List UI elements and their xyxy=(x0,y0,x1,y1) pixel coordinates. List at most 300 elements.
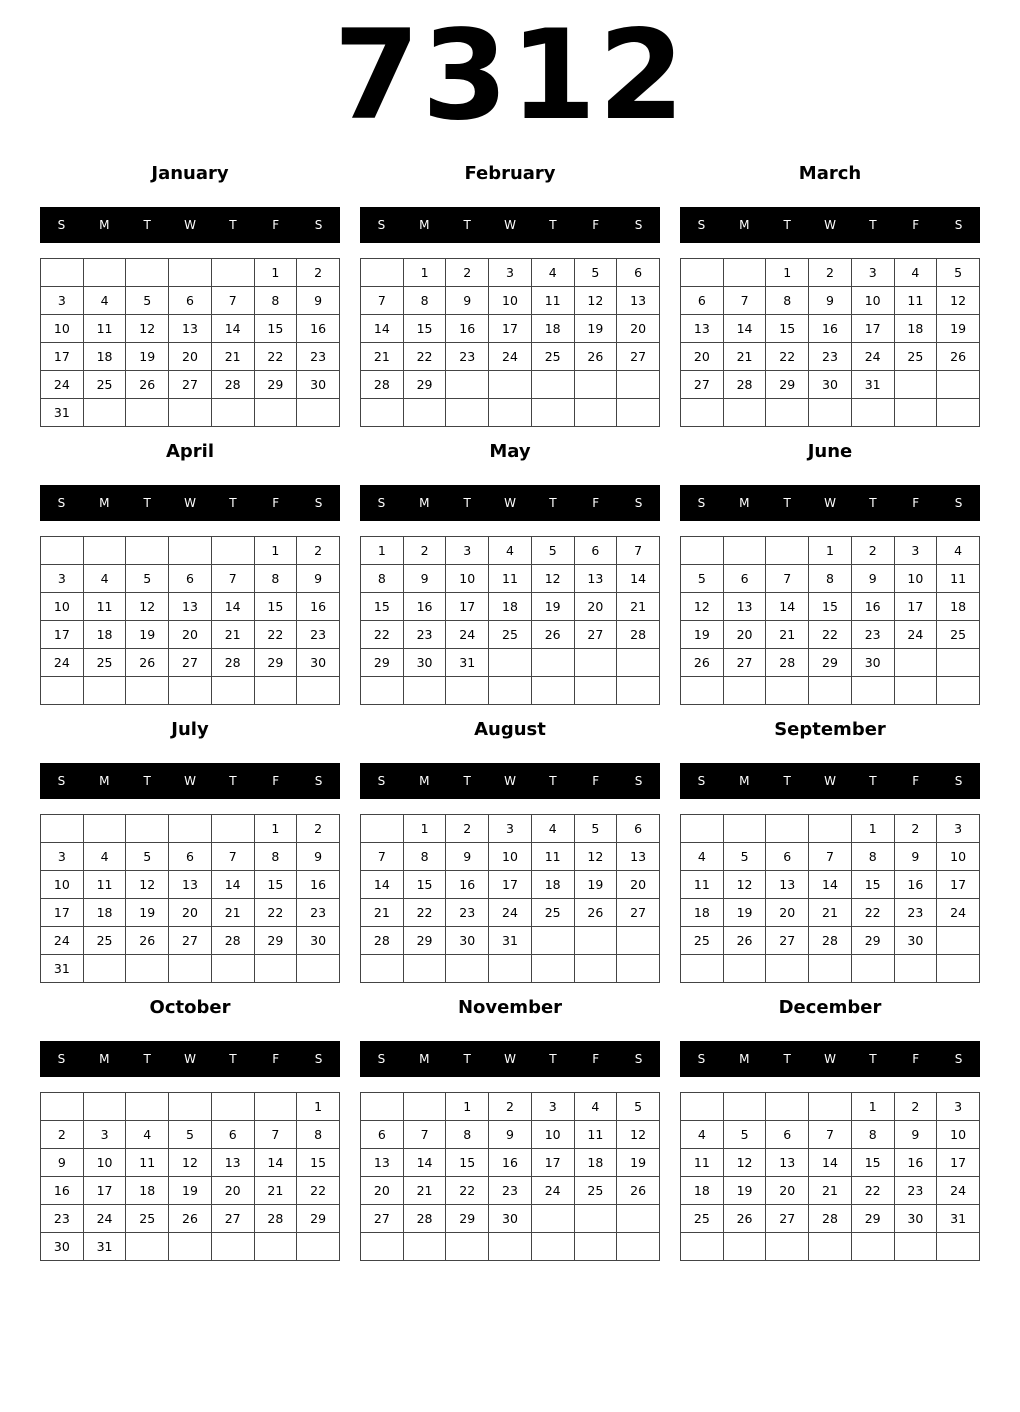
week-row xyxy=(361,1233,660,1261)
day-cell: 14 xyxy=(211,593,254,621)
day-cell: 29 xyxy=(851,1205,894,1233)
day-cell: 28 xyxy=(617,621,660,649)
day-cell: 14 xyxy=(617,565,660,593)
day-cell xyxy=(489,1233,532,1261)
week-row xyxy=(41,815,340,843)
weekday-label: W xyxy=(504,774,516,788)
weekday-label: T xyxy=(463,218,471,232)
day-cell: 1 xyxy=(361,537,404,565)
day-cell: 31 xyxy=(489,927,532,955)
weekday-label: T xyxy=(463,774,471,788)
day-cell xyxy=(446,399,489,427)
day-cell: 19 xyxy=(617,1149,660,1177)
day-cell: 10 xyxy=(41,593,84,621)
day-cell: 18 xyxy=(894,315,937,343)
day-cell xyxy=(211,955,254,983)
day-cell: 27 xyxy=(361,1205,404,1233)
day-cell: 24 xyxy=(41,927,84,955)
day-cell xyxy=(531,1233,574,1261)
week-row xyxy=(361,399,660,427)
day-cell: 10 xyxy=(489,287,532,315)
day-cell xyxy=(361,399,404,427)
weekday-label: S xyxy=(954,496,963,510)
day-cell: 28 xyxy=(361,927,404,955)
day-cell: 8 xyxy=(361,565,404,593)
day-cell: 29 xyxy=(254,927,297,955)
week-row xyxy=(681,677,980,705)
day-cell: 9 xyxy=(489,1121,532,1149)
weekday-label: T xyxy=(549,218,557,232)
day-cell: 26 xyxy=(617,1177,660,1205)
weekday-label: T xyxy=(869,774,877,788)
day-cell: 20 xyxy=(617,315,660,343)
weekday-label: S xyxy=(314,774,323,788)
day-cell: 13 xyxy=(723,593,766,621)
day-cell xyxy=(617,399,660,427)
day-cell: 15 xyxy=(851,1149,894,1177)
day-cell: 18 xyxy=(531,871,574,899)
day-cell: 30 xyxy=(297,371,340,399)
day-cell: 24 xyxy=(489,343,532,371)
weekday-header xyxy=(680,1041,980,1077)
day-cell: 27 xyxy=(574,621,617,649)
day-cell: 30 xyxy=(894,927,937,955)
day-cell: 23 xyxy=(894,899,937,927)
day-cell: 14 xyxy=(766,593,809,621)
weekday-label: F xyxy=(272,1052,280,1066)
day-cell: 31 xyxy=(446,649,489,677)
day-cell: 17 xyxy=(937,1149,980,1177)
day-cell: 6 xyxy=(766,843,809,871)
day-cell: 31 xyxy=(41,399,84,427)
day-cell: 28 xyxy=(254,1205,297,1233)
day-cell: 26 xyxy=(574,899,617,927)
day-cell: 2 xyxy=(809,259,852,287)
weekday-label: M xyxy=(739,218,750,232)
week-row xyxy=(361,537,660,565)
week-row xyxy=(41,399,340,427)
day-cell: 9 xyxy=(297,287,340,315)
day-cell xyxy=(617,677,660,705)
weekday-label: S xyxy=(634,1052,643,1066)
day-cell: 24 xyxy=(83,1205,126,1233)
week-row xyxy=(361,649,660,677)
weekday-label: S xyxy=(954,1052,963,1066)
day-cell: 25 xyxy=(574,1177,617,1205)
week-row xyxy=(681,537,980,565)
weekday-label: M xyxy=(419,218,430,232)
day-cell xyxy=(254,1233,297,1261)
day-cell xyxy=(361,259,404,287)
day-cell: 16 xyxy=(297,593,340,621)
day-cell xyxy=(83,677,126,705)
week-row xyxy=(681,287,980,315)
day-cell: 30 xyxy=(403,649,446,677)
weekday-label: S xyxy=(314,496,323,510)
day-cell xyxy=(83,399,126,427)
day-cell xyxy=(937,649,980,677)
day-cell: 4 xyxy=(83,287,126,315)
day-cell: 29 xyxy=(254,371,297,399)
weekday-label: S xyxy=(377,1052,386,1066)
day-cell xyxy=(851,955,894,983)
weekday-label: F xyxy=(272,774,280,788)
day-cell: 4 xyxy=(83,843,126,871)
day-cell xyxy=(531,677,574,705)
day-cell xyxy=(617,1233,660,1261)
day-cell: 22 xyxy=(851,899,894,927)
weekday-label: S xyxy=(377,218,386,232)
day-cell: 5 xyxy=(126,843,169,871)
day-cell: 30 xyxy=(489,1205,532,1233)
weekday-label: S xyxy=(314,218,323,232)
day-cell: 3 xyxy=(937,815,980,843)
day-cell: 9 xyxy=(894,1121,937,1149)
week-row xyxy=(41,1177,340,1205)
day-cell xyxy=(41,537,84,565)
weekday-label: S xyxy=(954,218,963,232)
day-cell: 8 xyxy=(766,287,809,315)
day-cell: 15 xyxy=(766,315,809,343)
day-cell: 25 xyxy=(681,927,724,955)
day-cell: 26 xyxy=(169,1205,212,1233)
day-cell: 7 xyxy=(809,843,852,871)
day-cell: 4 xyxy=(574,1093,617,1121)
day-cell xyxy=(937,1233,980,1261)
day-cell: 8 xyxy=(297,1121,340,1149)
week-row xyxy=(681,1093,980,1121)
day-cell: 16 xyxy=(894,1149,937,1177)
weekday-label: T xyxy=(143,1052,151,1066)
day-cell xyxy=(617,649,660,677)
day-cell: 5 xyxy=(937,259,980,287)
day-cell: 29 xyxy=(254,649,297,677)
day-cell: 9 xyxy=(446,843,489,871)
week-row xyxy=(681,1149,980,1177)
day-cell: 18 xyxy=(681,1177,724,1205)
day-cell: 13 xyxy=(169,871,212,899)
day-cell: 5 xyxy=(126,287,169,315)
day-cell xyxy=(574,649,617,677)
month-name: December xyxy=(778,997,882,1018)
day-cell: 17 xyxy=(446,593,489,621)
day-cell xyxy=(254,399,297,427)
day-cell: 8 xyxy=(446,1121,489,1149)
day-cell xyxy=(403,399,446,427)
day-cell: 23 xyxy=(297,899,340,927)
day-cell: 30 xyxy=(297,649,340,677)
week-row xyxy=(41,593,340,621)
day-cell xyxy=(361,677,404,705)
day-cell: 20 xyxy=(211,1177,254,1205)
day-cell xyxy=(83,537,126,565)
day-cell: 6 xyxy=(617,815,660,843)
month-name: August xyxy=(474,719,546,740)
weekday-label: M xyxy=(99,1052,110,1066)
day-cell: 26 xyxy=(723,1205,766,1233)
day-cell xyxy=(211,677,254,705)
day-cell xyxy=(809,677,852,705)
day-cell: 19 xyxy=(723,1177,766,1205)
day-cell xyxy=(531,371,574,399)
day-cell: 10 xyxy=(489,843,532,871)
day-cell xyxy=(681,537,724,565)
day-cell: 18 xyxy=(83,343,126,371)
day-cell: 2 xyxy=(297,815,340,843)
day-cell: 13 xyxy=(574,565,617,593)
weekday-header xyxy=(40,485,340,521)
day-cell: 25 xyxy=(489,621,532,649)
day-cell xyxy=(809,1233,852,1261)
day-cell: 17 xyxy=(489,315,532,343)
day-cell xyxy=(83,1093,126,1121)
day-cell: 15 xyxy=(403,871,446,899)
day-cell: 24 xyxy=(851,343,894,371)
week-row xyxy=(41,871,340,899)
week-row xyxy=(681,565,980,593)
day-cell: 14 xyxy=(211,315,254,343)
day-cell: 21 xyxy=(361,899,404,927)
day-cell: 9 xyxy=(809,287,852,315)
day-cell: 28 xyxy=(361,371,404,399)
day-cell: 7 xyxy=(254,1121,297,1149)
day-cell: 23 xyxy=(297,343,340,371)
week-row xyxy=(681,343,980,371)
day-cell: 6 xyxy=(169,565,212,593)
day-cell: 3 xyxy=(489,815,532,843)
day-cell: 16 xyxy=(297,315,340,343)
day-cell: 7 xyxy=(617,537,660,565)
day-cell: 29 xyxy=(809,649,852,677)
day-cell xyxy=(531,399,574,427)
week-row xyxy=(361,259,660,287)
day-cell: 29 xyxy=(766,371,809,399)
day-cell: 24 xyxy=(489,899,532,927)
day-cell: 23 xyxy=(41,1205,84,1233)
day-cell: 17 xyxy=(41,899,84,927)
day-cell xyxy=(617,927,660,955)
weekday-label: T xyxy=(463,496,471,510)
day-cell: 28 xyxy=(211,927,254,955)
day-cell: 10 xyxy=(531,1121,574,1149)
weekday-label: S xyxy=(697,496,706,510)
day-cell xyxy=(681,399,724,427)
day-cell: 9 xyxy=(446,287,489,315)
day-cell xyxy=(531,955,574,983)
day-cell: 19 xyxy=(169,1177,212,1205)
day-cell xyxy=(211,1233,254,1261)
day-cell xyxy=(681,815,724,843)
weekday-label: T xyxy=(869,1052,877,1066)
day-cell: 4 xyxy=(894,259,937,287)
day-cell: 1 xyxy=(297,1093,340,1121)
week-row xyxy=(361,343,660,371)
week-row xyxy=(361,593,660,621)
day-cell: 3 xyxy=(41,565,84,593)
day-cell xyxy=(41,677,84,705)
day-cell: 16 xyxy=(894,871,937,899)
day-cell xyxy=(211,537,254,565)
day-cell: 20 xyxy=(723,621,766,649)
week-row xyxy=(41,649,340,677)
day-cell: 7 xyxy=(211,843,254,871)
day-cell: 6 xyxy=(211,1121,254,1149)
day-cell: 12 xyxy=(681,593,724,621)
day-cell xyxy=(211,815,254,843)
day-cell: 21 xyxy=(723,343,766,371)
day-cell xyxy=(766,815,809,843)
day-cell: 6 xyxy=(681,287,724,315)
day-cell xyxy=(574,677,617,705)
day-cell xyxy=(297,1233,340,1261)
day-cell: 11 xyxy=(894,287,937,315)
day-cell: 10 xyxy=(446,565,489,593)
day-cell: 19 xyxy=(126,899,169,927)
day-cell: 6 xyxy=(766,1121,809,1149)
day-grid xyxy=(360,536,660,705)
day-cell: 3 xyxy=(937,1093,980,1121)
day-cell xyxy=(41,1093,84,1121)
day-cell: 22 xyxy=(766,343,809,371)
week-row xyxy=(41,1233,340,1261)
day-cell: 4 xyxy=(126,1121,169,1149)
day-cell: 2 xyxy=(446,259,489,287)
day-cell xyxy=(766,537,809,565)
day-cell: 19 xyxy=(574,315,617,343)
day-cell: 12 xyxy=(126,315,169,343)
day-cell xyxy=(574,399,617,427)
day-cell: 12 xyxy=(531,565,574,593)
day-cell xyxy=(681,259,724,287)
day-cell: 22 xyxy=(851,1177,894,1205)
day-cell: 12 xyxy=(937,287,980,315)
weekday-label: T xyxy=(143,774,151,788)
week-row xyxy=(361,287,660,315)
day-cell: 1 xyxy=(851,1093,894,1121)
day-cell xyxy=(211,399,254,427)
day-cell: 23 xyxy=(851,621,894,649)
day-cell: 31 xyxy=(83,1233,126,1261)
day-cell: 15 xyxy=(254,315,297,343)
day-cell xyxy=(126,955,169,983)
day-cell: 18 xyxy=(681,899,724,927)
day-cell: 23 xyxy=(446,899,489,927)
day-cell xyxy=(361,1093,404,1121)
day-cell xyxy=(681,1093,724,1121)
day-cell: 22 xyxy=(254,343,297,371)
day-cell: 24 xyxy=(41,371,84,399)
day-cell: 13 xyxy=(617,843,660,871)
day-cell: 11 xyxy=(126,1149,169,1177)
day-cell xyxy=(297,677,340,705)
day-cell: 28 xyxy=(766,649,809,677)
day-cell xyxy=(403,677,446,705)
day-cell: 11 xyxy=(681,871,724,899)
week-row xyxy=(681,927,980,955)
weekday-label: W xyxy=(824,774,836,788)
day-cell xyxy=(937,955,980,983)
day-cell xyxy=(766,677,809,705)
weekday-label: T xyxy=(549,496,557,510)
day-cell: 4 xyxy=(681,1121,724,1149)
day-cell: 9 xyxy=(403,565,446,593)
day-cell xyxy=(681,955,724,983)
day-cell: 21 xyxy=(361,343,404,371)
day-cell: 6 xyxy=(723,565,766,593)
day-cell xyxy=(894,399,937,427)
day-cell: 20 xyxy=(574,593,617,621)
day-cell xyxy=(937,399,980,427)
day-cell: 25 xyxy=(531,343,574,371)
day-cell xyxy=(41,259,84,287)
week-row xyxy=(681,815,980,843)
day-cell: 13 xyxy=(766,871,809,899)
week-row xyxy=(361,899,660,927)
day-cell: 4 xyxy=(531,815,574,843)
day-cell: 16 xyxy=(446,315,489,343)
week-row xyxy=(681,315,980,343)
day-cell: 12 xyxy=(723,871,766,899)
year-title: 7312 xyxy=(333,4,687,148)
weekday-header xyxy=(360,1041,660,1077)
day-cell xyxy=(403,955,446,983)
day-cell: 3 xyxy=(489,259,532,287)
day-cell: 13 xyxy=(211,1149,254,1177)
day-cell: 11 xyxy=(681,1149,724,1177)
week-row xyxy=(41,899,340,927)
month-name: February xyxy=(464,163,556,184)
weekday-label: S xyxy=(634,218,643,232)
day-cell: 11 xyxy=(83,315,126,343)
day-cell: 11 xyxy=(574,1121,617,1149)
weekday-label: T xyxy=(229,218,237,232)
weekday-label: F xyxy=(592,774,600,788)
day-cell xyxy=(254,677,297,705)
day-cell xyxy=(681,677,724,705)
week-row xyxy=(361,1205,660,1233)
week-row xyxy=(681,259,980,287)
weekday-label: T xyxy=(549,774,557,788)
day-cell: 12 xyxy=(574,843,617,871)
day-cell xyxy=(169,815,212,843)
week-row xyxy=(41,315,340,343)
day-cell: 19 xyxy=(126,621,169,649)
day-cell xyxy=(254,1093,297,1121)
day-cell xyxy=(403,1093,446,1121)
day-cell: 28 xyxy=(809,927,852,955)
weekday-header xyxy=(360,485,660,521)
day-cell: 3 xyxy=(446,537,489,565)
day-cell xyxy=(169,677,212,705)
day-cell: 2 xyxy=(894,815,937,843)
day-cell: 18 xyxy=(937,593,980,621)
day-cell: 15 xyxy=(254,593,297,621)
day-cell xyxy=(723,537,766,565)
weekday-label: W xyxy=(184,496,196,510)
day-cell xyxy=(126,677,169,705)
day-cell: 22 xyxy=(403,343,446,371)
weekday-label: F xyxy=(912,1052,920,1066)
day-cell xyxy=(361,1233,404,1261)
day-cell: 29 xyxy=(361,649,404,677)
day-cell: 20 xyxy=(617,871,660,899)
day-cell xyxy=(446,955,489,983)
day-grid xyxy=(680,258,980,427)
day-cell: 23 xyxy=(403,621,446,649)
day-cell: 27 xyxy=(681,371,724,399)
day-cell: 12 xyxy=(169,1149,212,1177)
day-cell: 18 xyxy=(489,593,532,621)
